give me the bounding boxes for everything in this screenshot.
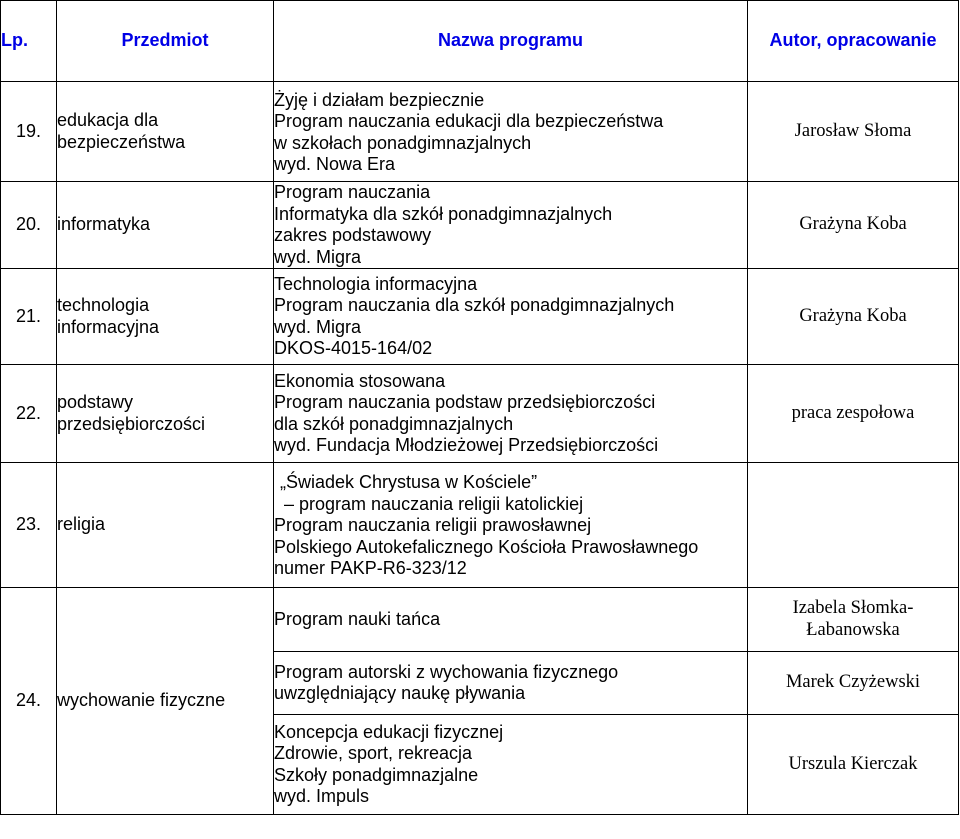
program-line: Program nauki tańca: [274, 608, 441, 629]
subject-line: informacyjna: [57, 316, 160, 337]
program-line: Program nauczania religii prawosławnej: [274, 515, 592, 536]
subject-line: religia: [57, 514, 106, 535]
header-subject: Przedmiot: [57, 1, 274, 82]
author-cell: Grażyna Koba: [748, 269, 959, 365]
table-header-row: [1, 1, 959, 82]
table-row: [1, 82, 959, 182]
row-number: 24.: [1, 588, 57, 815]
subject-line: bezpieczeństwa: [57, 131, 186, 152]
subject-cell: [57, 82, 274, 182]
subject-line: podstawy: [57, 392, 134, 412]
table-row: [1, 588, 959, 652]
row-number: 23.: [1, 463, 57, 588]
program-cell: [274, 463, 748, 588]
program-line: numer PAKP-R6-323/12: [274, 558, 467, 579]
program-cell: [274, 269, 748, 365]
program-line: Koncepcja edukacji fizycznej: [274, 721, 504, 742]
program-line: Żyję i działam bezpiecznie: [274, 89, 485, 110]
author-cell: Marek Czyżewski: [748, 652, 959, 715]
author-cell: Grażyna Koba: [748, 182, 959, 269]
row-number: 19.: [1, 82, 57, 182]
program-line: „Świadek Chrystusa w Kościele”: [280, 472, 538, 493]
program-cell: [274, 82, 748, 182]
program-line: Program autorski z wychowania fizycznego: [274, 661, 619, 682]
program-line: zakres podstawowy: [274, 225, 432, 245]
subject-line: technologia: [57, 295, 150, 315]
program-line: Polskiego Autokefalicznego Kościoła Prawosławnego: [274, 536, 699, 557]
table-row: [1, 463, 959, 588]
author-line: Łabanowska: [806, 619, 900, 640]
program-line: w szkołach ponadgimnazjalnych: [274, 132, 532, 153]
program-line: wyd. Fundacja Młodzieżowej Przedsiębiorczości: [274, 435, 659, 455]
program-line: Szkoły ponadgimnazjalne: [274, 764, 479, 785]
row-number: 22.: [1, 365, 57, 463]
program-line: wyd. Migra: [274, 246, 362, 267]
program-line: Program nauczania edukacji dla bezpieczeństwa: [274, 111, 664, 131]
row-number: 21.: [1, 269, 57, 365]
program-line: uwzględniający naukę pływania: [274, 683, 526, 703]
subject-line: przedsiębiorczości: [57, 413, 206, 434]
program-line: Technologia informacyjna: [274, 273, 478, 294]
subject-cell: [57, 269, 274, 365]
program-line: Zdrowie, sport, rekreacja: [274, 743, 473, 763]
program-line: Program nauczania: [274, 182, 431, 202]
subject-cell: [57, 588, 274, 815]
program-cell: [274, 182, 748, 269]
subject-line: edukacja dla: [57, 110, 159, 130]
subject-line: wychowanie fizyczne: [57, 690, 226, 711]
subject-cell: [57, 365, 274, 463]
program-cell: [274, 652, 748, 715]
program-line: – program nauczania religii katolickiej: [284, 493, 584, 514]
program-line: DKOS-4015-164/02: [274, 338, 433, 358]
program-cell: [274, 588, 748, 652]
table-row: [1, 182, 959, 269]
program-line: Informatyka dla szkół ponadgimnazjalnych: [274, 203, 613, 224]
author-cell: Jarosław Słoma: [748, 82, 959, 182]
header-lp: Lp.: [1, 1, 57, 82]
row-number: 20.: [1, 182, 57, 269]
subject-cell: [57, 182, 274, 269]
author-cell: Urszula Kierczak: [748, 715, 959, 815]
program-line: wyd. Impuls: [274, 786, 370, 806]
subject-cell: [57, 463, 274, 588]
author-cell: [748, 463, 959, 588]
program-cell: [274, 715, 748, 815]
program-line: dla szkół ponadgimnazjalnych: [274, 413, 514, 434]
subject-line: informatyka: [57, 214, 151, 235]
program-line: Program nauczania podstaw przedsiębiorczości: [274, 392, 656, 412]
header-author: Autor, opracowanie: [748, 1, 959, 82]
table-row: [1, 365, 959, 463]
table-row: [1, 269, 959, 365]
program-cell: [274, 365, 748, 463]
header-program: Nazwa programu: [274, 1, 748, 82]
program-line: wyd. Migra: [274, 316, 362, 337]
program-line: Ekonomia stosowana: [274, 370, 446, 391]
author-cell: praca zespołowa: [748, 365, 959, 463]
program-line: Program nauczania dla szkół ponadgimnazjalnych: [274, 295, 675, 315]
author-line: Izabela Słomka-: [792, 598, 914, 618]
program-line: wyd. Nowa Era: [274, 154, 396, 174]
author-cell: [748, 588, 959, 652]
